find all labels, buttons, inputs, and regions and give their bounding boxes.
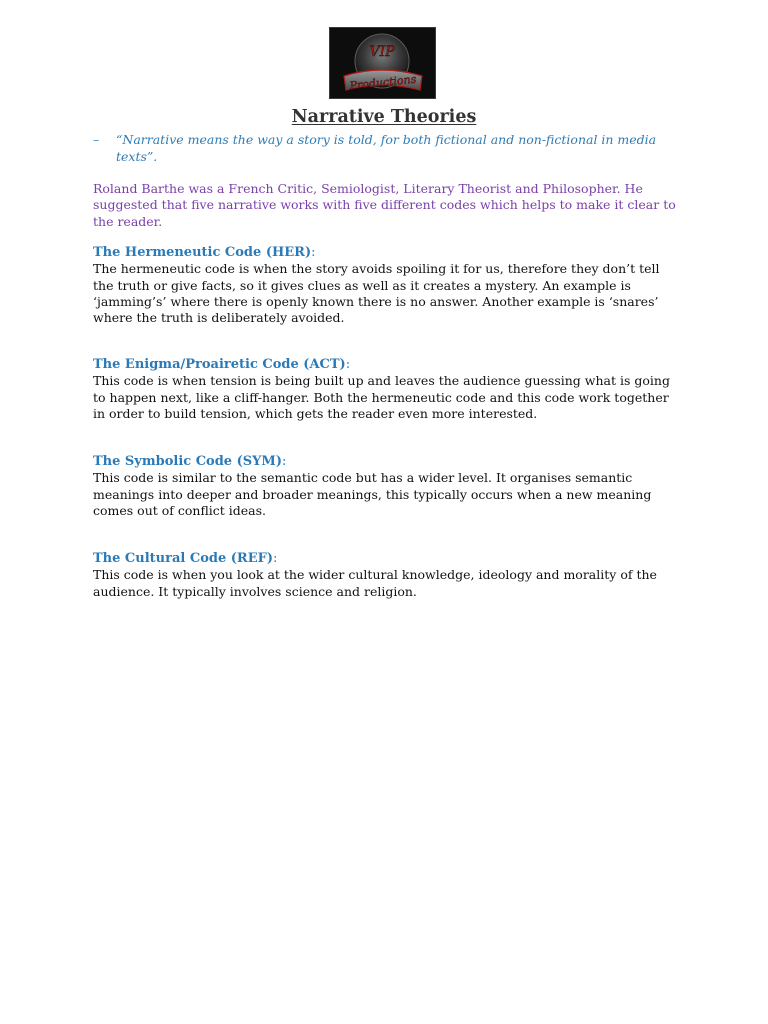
- section-heading-colon: :: [311, 245, 316, 260]
- section-body: This code is when tension is being built up and leaves the audience guessing what is going to happen next, like a cliff-hanger. Both the hermeneutic code and this code work together in order to build tension, which gets the reader even more interested.: [93, 373, 670, 421]
- section-body: The hermeneutic code is when the story avoids spoiling it for us, therefore they don’t tell the truth or give facts, so it gives clues as well as it creates a mystery. An example is ‘jamming’s’ where there is openly known there is no answer. Another example is ‘snares’ where the truth is deliberately avoided.: [93, 261, 660, 326]
- logo-text-top: VIP: [369, 44, 395, 60]
- section-enigma-proairetic: [93, 357, 678, 422]
- section-heading: [93, 454, 678, 470]
- logo-text-bottom: Productions: [349, 72, 417, 93]
- section-body: This code is when you look at the wider cultural knowledge, ideology and morality of the audience. It typically involves science and religion.: [93, 567, 657, 599]
- logo-emblem-icon: [330, 28, 435, 98]
- section-cultural: [93, 551, 678, 600]
- section-symbolic: [93, 454, 678, 519]
- section-heading-colon: :: [345, 357, 351, 372]
- vip-productions-logo: [329, 27, 436, 99]
- intro-paragraph: Roland Barthe was a French Critic, Semiologist, Literary Theorist and Philosopher. He suggested that five narrative works with five different codes which helps to make it clear to the reader.: [93, 181, 676, 229]
- section-body: This code is similar to the semantic code but has a wider level. It organises semantic meanings into deeper and broader meanings, this typically occurs when a new meaning comes out of conflict ideas.: [93, 470, 652, 518]
- section-heading-text: The Hermeneutic Code (HER): [93, 245, 312, 260]
- section-heading-colon: :: [281, 454, 287, 469]
- section-heading: [93, 551, 678, 567]
- bullet-dash: –: [93, 132, 100, 147]
- section-heading-text: The Symbolic Code (SYM): [93, 454, 282, 469]
- section-heading-text: The Cultural Code (REF): [93, 551, 274, 566]
- quote-text: “Narrative means the way a story is told, for both fictional and non-fictional in media texts”.: [116, 132, 657, 164]
- page-title: Narrative Theories: [291, 107, 477, 127]
- section-heading: [93, 357, 678, 373]
- section-heading-text: The Enigma/Proairetic Code (ACT): [93, 357, 346, 372]
- section-hermeneutic: [93, 245, 678, 326]
- section-heading-colon: :: [273, 551, 278, 566]
- section-heading: [93, 245, 678, 261]
